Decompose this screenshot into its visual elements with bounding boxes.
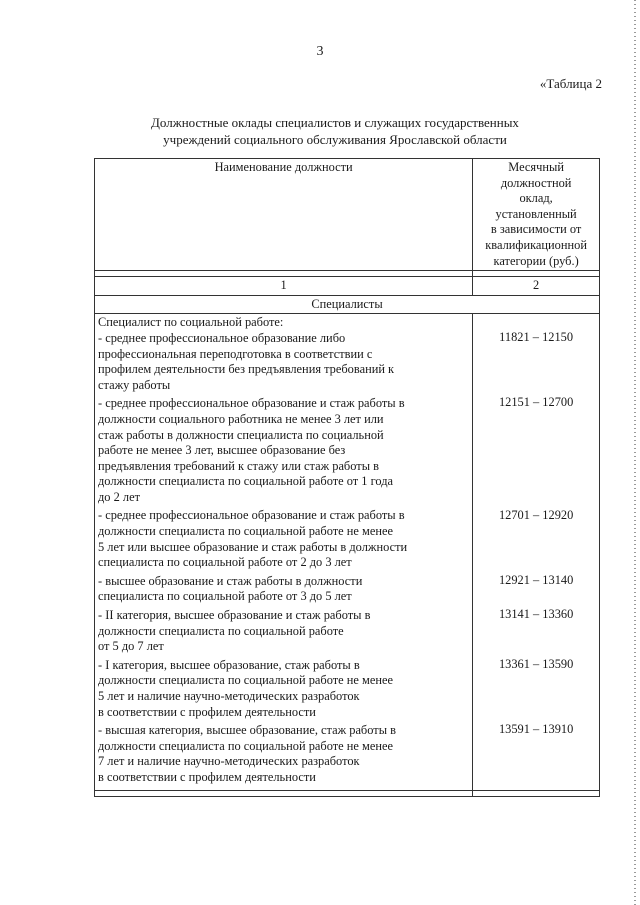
text-line: должности специалиста по социальной работе не менее	[98, 673, 393, 688]
position-row	[95, 314, 600, 790]
text-line: - I категория, высшее образование, стаж работы в	[98, 657, 360, 672]
header-line: оклад,	[519, 191, 553, 206]
text-line: профессиональная переподготовка в соответствии с	[98, 346, 373, 361]
text-line: стаж работы в должности специалиста по социальной	[98, 427, 384, 442]
text-line: специалиста по социальной работе от 2 до 3 лет	[98, 555, 352, 570]
salary-range: 11821 – 12150	[499, 329, 574, 344]
header-line: квалификационной	[485, 237, 587, 252]
text-line: должности специалиста по социальной работе	[98, 623, 344, 638]
salary-range: 13591 – 13910	[498, 722, 574, 737]
column-number: 2	[473, 277, 600, 296]
salary-cell	[476, 395, 596, 504]
header-line: должностной	[500, 175, 572, 190]
requirement-item	[98, 574, 469, 605]
salary-column	[473, 314, 600, 790]
header-line: в зависимости от	[490, 222, 582, 237]
text-line: в соответствии с профилем деятельности	[98, 769, 316, 784]
text-line: 7 лет и наличие научно-методических разработок	[98, 754, 360, 769]
document-title	[100, 114, 570, 148]
text-line: специалиста по социальной работе от 3 до 5 лет	[98, 589, 352, 604]
position-title: Специалист по социальной работе:	[98, 315, 284, 330]
salary-cell	[476, 607, 596, 654]
table-reference: «Таблица 2	[539, 76, 602, 91]
salary-range: 12921 – 13140	[498, 572, 574, 587]
requirement-item	[98, 331, 469, 393]
text-line: 5 лет и наличие научно-методических разработок	[98, 689, 360, 703]
header-line: установленный	[495, 206, 577, 221]
text-line: должности социального работника не менее 3 лет или	[98, 411, 384, 426]
text-line: - высшее образование и стаж работы в должности	[98, 573, 363, 588]
salary-cell	[476, 722, 596, 784]
title-line: учреждений социального обслуживания Ярославской области	[163, 132, 507, 147]
header-line: Месячный	[508, 160, 564, 174]
salary-range: 13141 – 13360	[498, 607, 574, 622]
section-row	[95, 295, 600, 314]
page-number: 3	[316, 44, 324, 59]
column-number: 1	[95, 277, 473, 296]
header-position-name: Наименование должности	[95, 159, 473, 271]
text-line: профилем деятельности без предъявления требований к	[98, 362, 395, 377]
table-bottom-border	[95, 790, 600, 796]
text-line: - среднее профессиональное образование и стаж работы в	[98, 508, 405, 523]
salary-cell	[476, 657, 596, 719]
salary-cell	[476, 573, 596, 604]
table-header-row	[95, 159, 600, 271]
requirement-item	[98, 658, 469, 720]
text-line: от 5 до 7 лет	[98, 639, 164, 654]
requirement-item	[98, 723, 469, 785]
text-line: - среднее профессиональное образование и стаж работы в	[98, 396, 405, 411]
requirement-item	[98, 508, 469, 570]
requirement-item	[98, 396, 469, 505]
header-monthly-salary	[473, 159, 600, 271]
text-line: работе не менее 3 лет, высшее образование без	[98, 443, 346, 458]
text-line: - высшая категория, высшее образование, стаж работы в	[98, 723, 396, 738]
text-line: должности специалиста по социальной работе от 1 года	[98, 474, 394, 489]
header-line: категории (руб.)	[493, 253, 579, 268]
text-line: должности специалиста по социальной работе не менее	[98, 738, 393, 753]
scan-edge-mark	[634, 0, 636, 905]
position-requirements	[95, 314, 473, 790]
salary-range: 13361 – 13590	[498, 656, 574, 671]
salary-range: 12701 – 12920	[498, 507, 574, 522]
title-line: Должностные оклады специалистов и служащих государственных	[151, 115, 519, 130]
text-line: - среднее профессиональное образование либо	[98, 330, 346, 345]
text-line: предъявления требований к стажу или стаж работы в	[98, 458, 379, 473]
text-line: стажу работы	[98, 377, 171, 392]
column-number-row	[95, 277, 600, 296]
requirement-item	[98, 608, 469, 655]
text-line: в соответствии с профилем деятельности	[98, 704, 316, 719]
text-line: 5 лет или высшее образование и стаж работы в должности	[98, 539, 408, 554]
salary-cell	[476, 330, 596, 392]
salary-range: 12151 – 12700	[498, 395, 574, 410]
salary-table	[94, 158, 600, 797]
text-line: - II категория, высшее образование и стаж работы в	[98, 608, 371, 623]
text-line: должности специалиста по социальной работе не менее	[98, 524, 393, 539]
salary-cell	[476, 508, 596, 570]
text-line: до 2 лет	[98, 489, 140, 504]
section-title: Специалисты	[95, 295, 600, 314]
